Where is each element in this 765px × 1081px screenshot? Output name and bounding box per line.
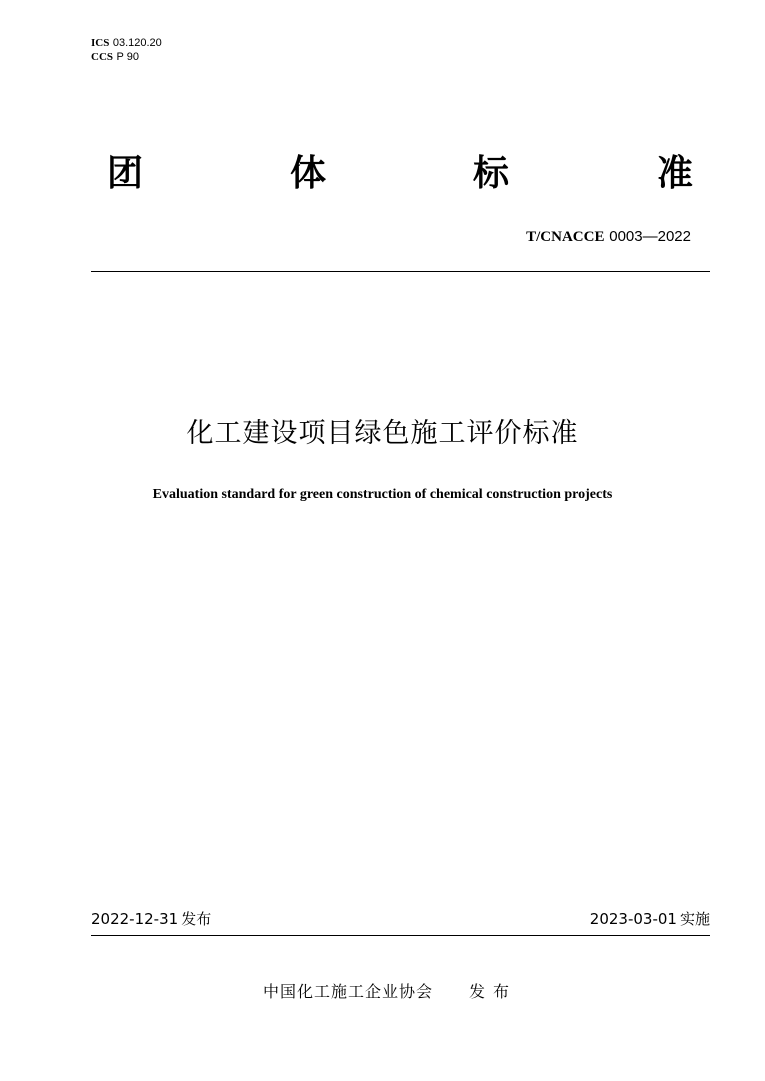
ccs-label: CCS	[91, 51, 114, 63]
ics-classification	[91, 37, 162, 49]
document-title-cn: 化工建设项目绿色施工评价标准	[186, 418, 579, 449]
heading-char: 标	[472, 153, 509, 194]
effective-date: 2023-03-01	[589, 910, 677, 928]
publisher-line	[263, 981, 517, 1003]
document-title-en: Evaluation standard for green construction of chemical construction projects	[152, 487, 613, 502]
standard-code-prefix: T/CNACCE	[526, 229, 605, 245]
publisher-action: 发布	[469, 982, 518, 1001]
publisher-organization: 中国化工施工企业协会	[263, 982, 434, 1001]
effective-date-line	[590, 909, 710, 929]
standard-code-number: 0003—2022	[609, 228, 691, 245]
publish-date: 2022-12-31	[91, 910, 179, 928]
header-divider	[91, 271, 710, 272]
heading-char: 团	[106, 153, 143, 194]
publish-label: 发布	[181, 910, 212, 928]
effective-label: 实施	[679, 910, 710, 928]
heading-char: 体	[289, 153, 326, 194]
ccs-classification	[91, 51, 139, 63]
ics-value: 03.120.20	[112, 37, 162, 49]
publish-date-line	[91, 909, 211, 929]
standard-code	[526, 226, 691, 247]
footer-divider	[91, 935, 710, 936]
heading-char: 准	[656, 153, 693, 194]
ccs-value: P 90	[116, 51, 139, 63]
ics-label: ICS	[91, 37, 110, 49]
